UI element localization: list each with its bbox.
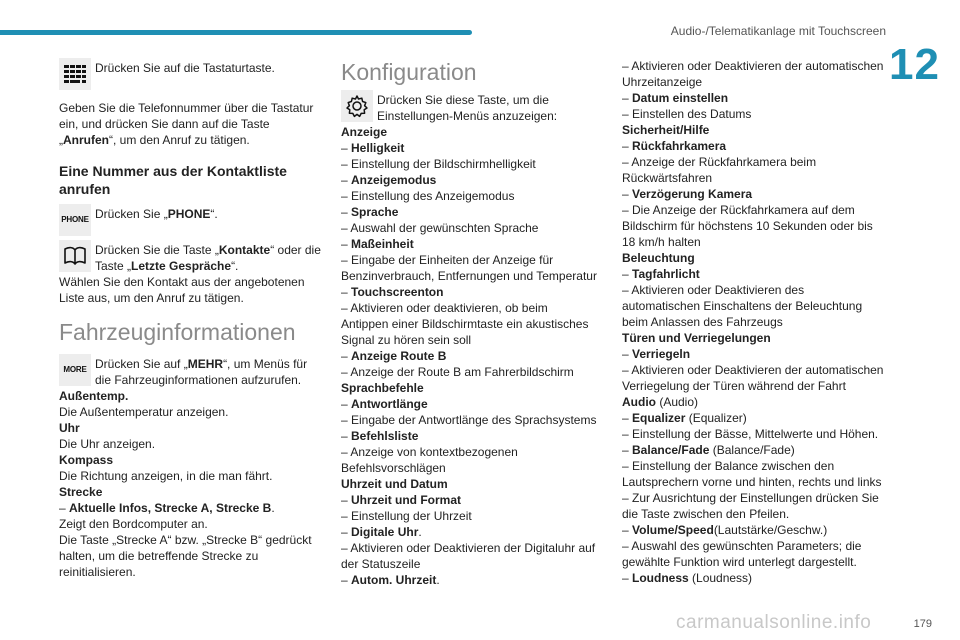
outside-temp-title: Außentemp.	[59, 389, 129, 403]
setting-name: – Volume/Speed(Lautstärke/Geschw.)	[622, 523, 828, 537]
section-heading: Beleuchtung	[622, 251, 695, 265]
setting-name: – Uhrzeit und Format	[341, 493, 462, 507]
setting-name: – Datum einstellen	[622, 91, 729, 105]
setting-description: – Eingabe der Antwortlänge des Sprachsystems	[341, 413, 597, 427]
outside-temp-text: Die Außentemperatur anzeigen.	[59, 405, 229, 419]
watermark: carmanualsonline.info	[676, 612, 872, 633]
column-3	[622, 58, 884, 586]
phone-icon: PHONE	[59, 204, 91, 236]
keypad-icon	[59, 58, 91, 90]
more-row	[59, 354, 325, 388]
book-icon	[59, 240, 91, 272]
vehicle-info-heading: Fahrzeuginformationen	[59, 319, 296, 345]
setting-name: – Autom. Uhrzeit.	[341, 573, 440, 587]
configuration-heading: Konfiguration	[341, 59, 477, 85]
setting-name: – Loudness (Loudness)	[622, 571, 753, 585]
setting-description: – Aktivieren oder Deaktivieren der automatischen Verriegelung der Türen während der Fahrt	[622, 363, 884, 393]
header-title: Audio-/Telematikanlage mit Touchscreen	[670, 24, 886, 38]
trip-options: – Aktuelle Infos, Strecke A, Strecke B.	[59, 501, 275, 515]
section-heading: Sicherheit/Hilfe	[622, 123, 710, 137]
settings-list	[341, 124, 597, 588]
column-1	[59, 58, 325, 580]
setting-description: – Einstellen des Datums	[622, 107, 752, 121]
setting-name: – Verriegeln	[622, 347, 691, 361]
trip-text-1: Zeigt den Bordcomputer an.	[59, 517, 208, 531]
setting-description: – Einstellung der Balance zwischen den Lautsprechern vorne und hinten, rechts und links	[622, 459, 882, 489]
setting-description: – Aktivieren oder Deaktivieren der automatischen Uhrzeitanzeige	[622, 59, 884, 89]
more-icon: MORE	[59, 354, 91, 386]
more-text: Drücken Sie auf „MEHR“, um Menüs für die Fahrzeuginformationen aufzurufen.	[95, 357, 308, 387]
contacts-text: Drücken Sie die Taste „Kontakte“ oder die Taste „Letzte Gespräche“.	[95, 243, 321, 273]
clock-text: Die Uhr anzeigen.	[59, 437, 156, 451]
contacts-row	[59, 240, 325, 274]
phone-text: Drücken Sie „PHONE“.	[95, 207, 218, 221]
header-accent-bar	[0, 30, 472, 35]
setting-description: – Auswahl der gewünschten Sprache	[341, 221, 539, 235]
keypad-row	[59, 58, 325, 90]
section-heading: Sprachbefehle	[341, 381, 424, 395]
settings-list-continued	[622, 58, 884, 586]
section-heading: Türen und Verriegelungen	[622, 331, 771, 345]
trip-title: Strecke	[59, 485, 103, 499]
setting-name: – Anzeige Route B	[341, 349, 447, 363]
setting-name: – Verzögerung Kamera	[622, 187, 753, 201]
dial-paragraph: Geben Sie die Telefonnummer über die Tastatur ein, und drücken Sie dann auf die Taste „Anrufen“, um den Anruf zu tätigen.	[59, 101, 314, 147]
setting-name: – Antwortlänge	[341, 397, 428, 411]
clock-title: Uhr	[59, 421, 80, 435]
chapter-number: 12	[889, 40, 940, 89]
contact-heading: Eine Nummer aus der Kontaktliste anrufen	[59, 163, 287, 197]
column-2	[341, 58, 597, 588]
settings-text: Drücken Sie diese Taste, um die Einstellungen-Menüs anzuzeigen:	[377, 93, 558, 123]
setting-description: – Die Anzeige der Rückfahrkamera auf dem Bildschirm für höchstens 10 Sekunden oder bis 18 km/h halten	[622, 203, 873, 249]
settings-row	[341, 90, 597, 124]
setting-name: Audio (Audio)	[622, 395, 699, 409]
setting-description: – Einstellung der Uhrzeit	[341, 509, 472, 523]
setting-name: – Tagfahrlicht	[622, 267, 700, 281]
setting-description: – Zur Ausrichtung der Einstellungen drücken Sie die Taste zwischen den Pfeilen.	[622, 491, 879, 521]
setting-description: – Anzeige der Route B am Fahrerbildschirm	[341, 365, 574, 379]
setting-name: – Balance/Fade (Balance/Fade)	[622, 443, 795, 457]
setting-name: – Helligkeit	[341, 141, 405, 155]
section-heading: Uhrzeit und Datum	[341, 477, 448, 491]
setting-name: – Befehlsliste	[341, 429, 419, 443]
setting-description: – Anzeige von kontextbezogenen Befehlsvorschlägen	[341, 445, 518, 475]
gear-icon	[341, 90, 373, 122]
compass-text: Die Richtung anzeigen, in die man fährt.	[59, 469, 273, 483]
setting-description: – Einstellung der Bildschirmhelligkeit	[341, 157, 536, 171]
setting-description: – Aktivieren oder Deaktivieren des automatischen Einschaltens der Beleuchtung beim Anlassen des Fahrzeugs	[622, 283, 863, 329]
setting-description: – Aktivieren oder Deaktivieren der Digitaluhr auf der Statuszeile	[341, 541, 596, 571]
compass-title: Kompass	[59, 453, 114, 467]
phone-row	[59, 204, 325, 236]
setting-name: – Digitale Uhr.	[341, 525, 422, 539]
setting-name: – Equalizer (Equalizer)	[622, 411, 747, 425]
setting-name: – Touchscreenton	[341, 285, 444, 299]
trip-text-2: Die Taste „Strecke A“ bzw. „Strecke B“ gedrückt halten, um die betreffende Strecke zu reinitialisieren.	[59, 533, 312, 579]
setting-name: – Rückfahrkamera	[622, 139, 727, 153]
setting-description: – Anzeige der Rückfahrkamera beim Rückwärtsfahren	[622, 155, 817, 185]
setting-description: – Eingabe der Einheiten der Anzeige für Benzinverbrauch, Entfernungen und Temperatur	[341, 253, 597, 283]
keypad-text: Drücken Sie auf die Tastaturtaste.	[95, 61, 275, 75]
select-contact-text: Wählen Sie den Kontakt aus der angebotenen Liste aus, um den Anruf zu tätigen.	[59, 275, 305, 305]
setting-name: – Sprache	[341, 205, 399, 219]
section-heading: Anzeige	[341, 125, 388, 139]
setting-description: – Aktivieren oder deaktivieren, ob beim Antippen einer Bildschirmtaste ein akustisches Signal zu hören sein soll	[341, 301, 589, 347]
setting-description: – Einstellung der Bässe, Mittelwerte und Höhen.	[622, 427, 879, 441]
page-number: 179	[913, 618, 932, 630]
setting-name: – Anzeigemodus	[341, 173, 437, 187]
setting-description: – Einstellung des Anzeigemodus	[341, 189, 515, 203]
setting-description: – Auswahl des gewünschten Parameters; die gewählte Funktion wird unterlegt dargestellt.	[622, 539, 862, 569]
setting-name: – Maßeinheit	[341, 237, 414, 251]
